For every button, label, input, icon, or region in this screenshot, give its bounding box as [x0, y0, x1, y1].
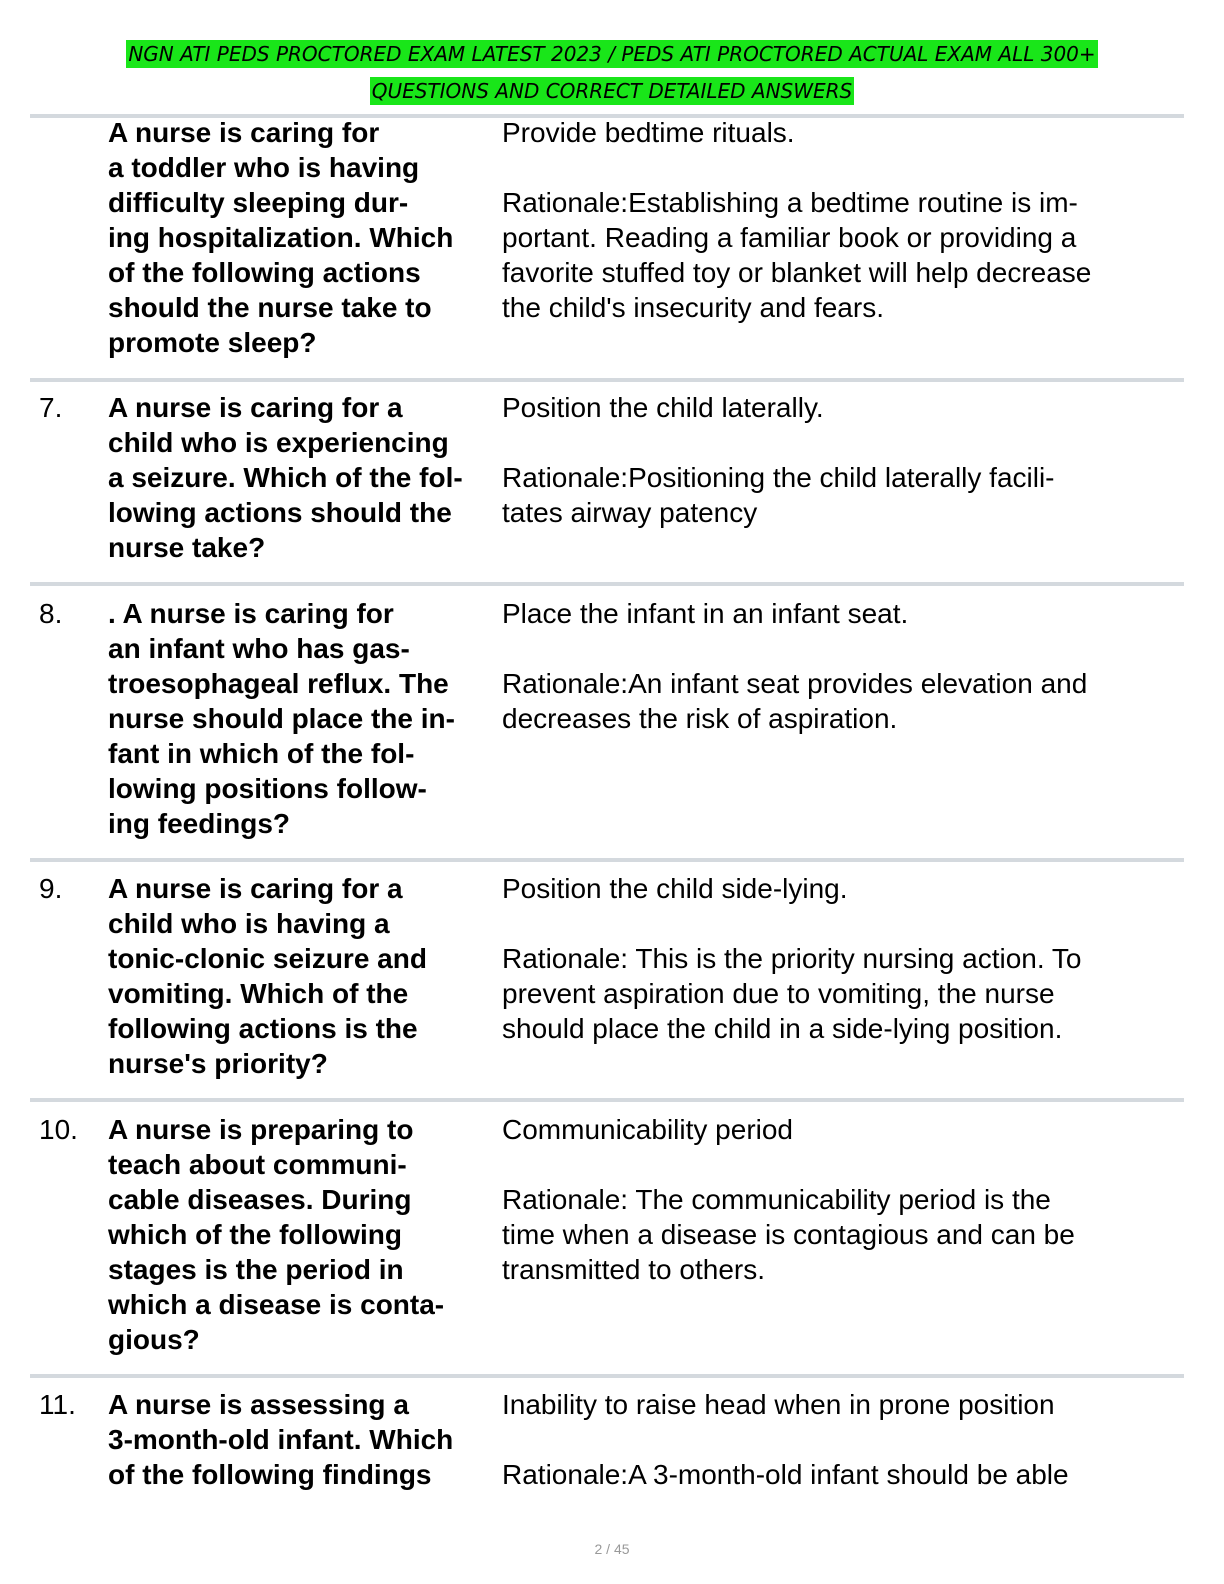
divider [30, 582, 1184, 586]
item-number: 9. [39, 873, 63, 904]
question-text: . A nurse is caring for an infant who has gas- troesophageal reflux. The nurse should place the in- fant in which of the fol- lowing positions follow- ing feedings? [108, 598, 455, 839]
divider [30, 858, 1184, 862]
answer-label: Inability to raise head when in prone position [502, 1389, 1055, 1420]
answer-label: Provide bedtime rituals. [502, 117, 795, 148]
question-text: A nurse is caring for a toddler who is having difficulty sleeping dur- ing hospitalization. Which of the following actions should the nurse take to promote sleep? [108, 117, 454, 358]
answer-text: Communicability period Rationale: The communicability period is the time when a disease is contagious and can be transmitted to others. [502, 1112, 1182, 1287]
page-number: 2 / 45 [594, 1541, 630, 1557]
divider [30, 1374, 1184, 1378]
answer-label: Communicability period [502, 1114, 794, 1145]
question-text: A nurse is preparing to teach about communi- cable diseases. During which of the following stages is the period in which a disease is conta- gious? [108, 1114, 445, 1355]
header-line-1: NGN ATI PEDS PROCTORED EXAM LATEST 2023 / PEDS ATI PROCTORED ACTUAL EXAM ALL 300+ [128, 42, 1096, 66]
question-text: A nurse is caring for a child who is experiencing a seizure. Which of the fol- lowing actions should the nurse take? [108, 392, 463, 563]
answer-label: Position the child side-lying. [502, 873, 848, 904]
item-number: 11. [39, 1389, 76, 1420]
divider [30, 378, 1184, 382]
answer-label: Place the infant in an infant seat. [502, 598, 909, 629]
header-line-2: QUESTIONS AND CORRECT DETAILED ANSWERS [371, 79, 853, 103]
item-number: 7. [39, 392, 63, 423]
answer-text: Position the child laterally. Rationale:Positioning the child laterally facili- tates airway patency [502, 390, 1182, 530]
answer-text: Position the child side-lying. Rationale: This is the priority nursing action. To prevent aspiration due to vomiting, the nurse should place the child in a side-lying position. [502, 871, 1182, 1046]
answer-text: Provide bedtime rituals. Rationale:Establishing a bedtime routine is im- portant. Reading a familiar book or providing a favorite stuffed toy or blanket will help decrease the child's insecurity and fears. [502, 115, 1182, 325]
page-header [0, 36, 1224, 110]
answer-text: Place the infant in an infant seat. Rationale:An infant seat provides elevation and decreases the risk of aspiration. [502, 596, 1182, 736]
answer-text: Inability to raise head when in prone position Rationale:A 3-month-old infant should be able [502, 1387, 1182, 1492]
question-text: A nurse is caring for a child who is having a tonic-clonic seizure and vomiting. Which of the following actions is the nurse's priority? [108, 873, 427, 1079]
item-number: 8. [39, 598, 63, 629]
divider [30, 1098, 1184, 1102]
item-number: 10. [39, 1114, 78, 1145]
question-text: A nurse is assessing a 3-month-old infant. Which of the following findings [108, 1389, 454, 1490]
answer-label: Position the child laterally. [502, 392, 824, 423]
